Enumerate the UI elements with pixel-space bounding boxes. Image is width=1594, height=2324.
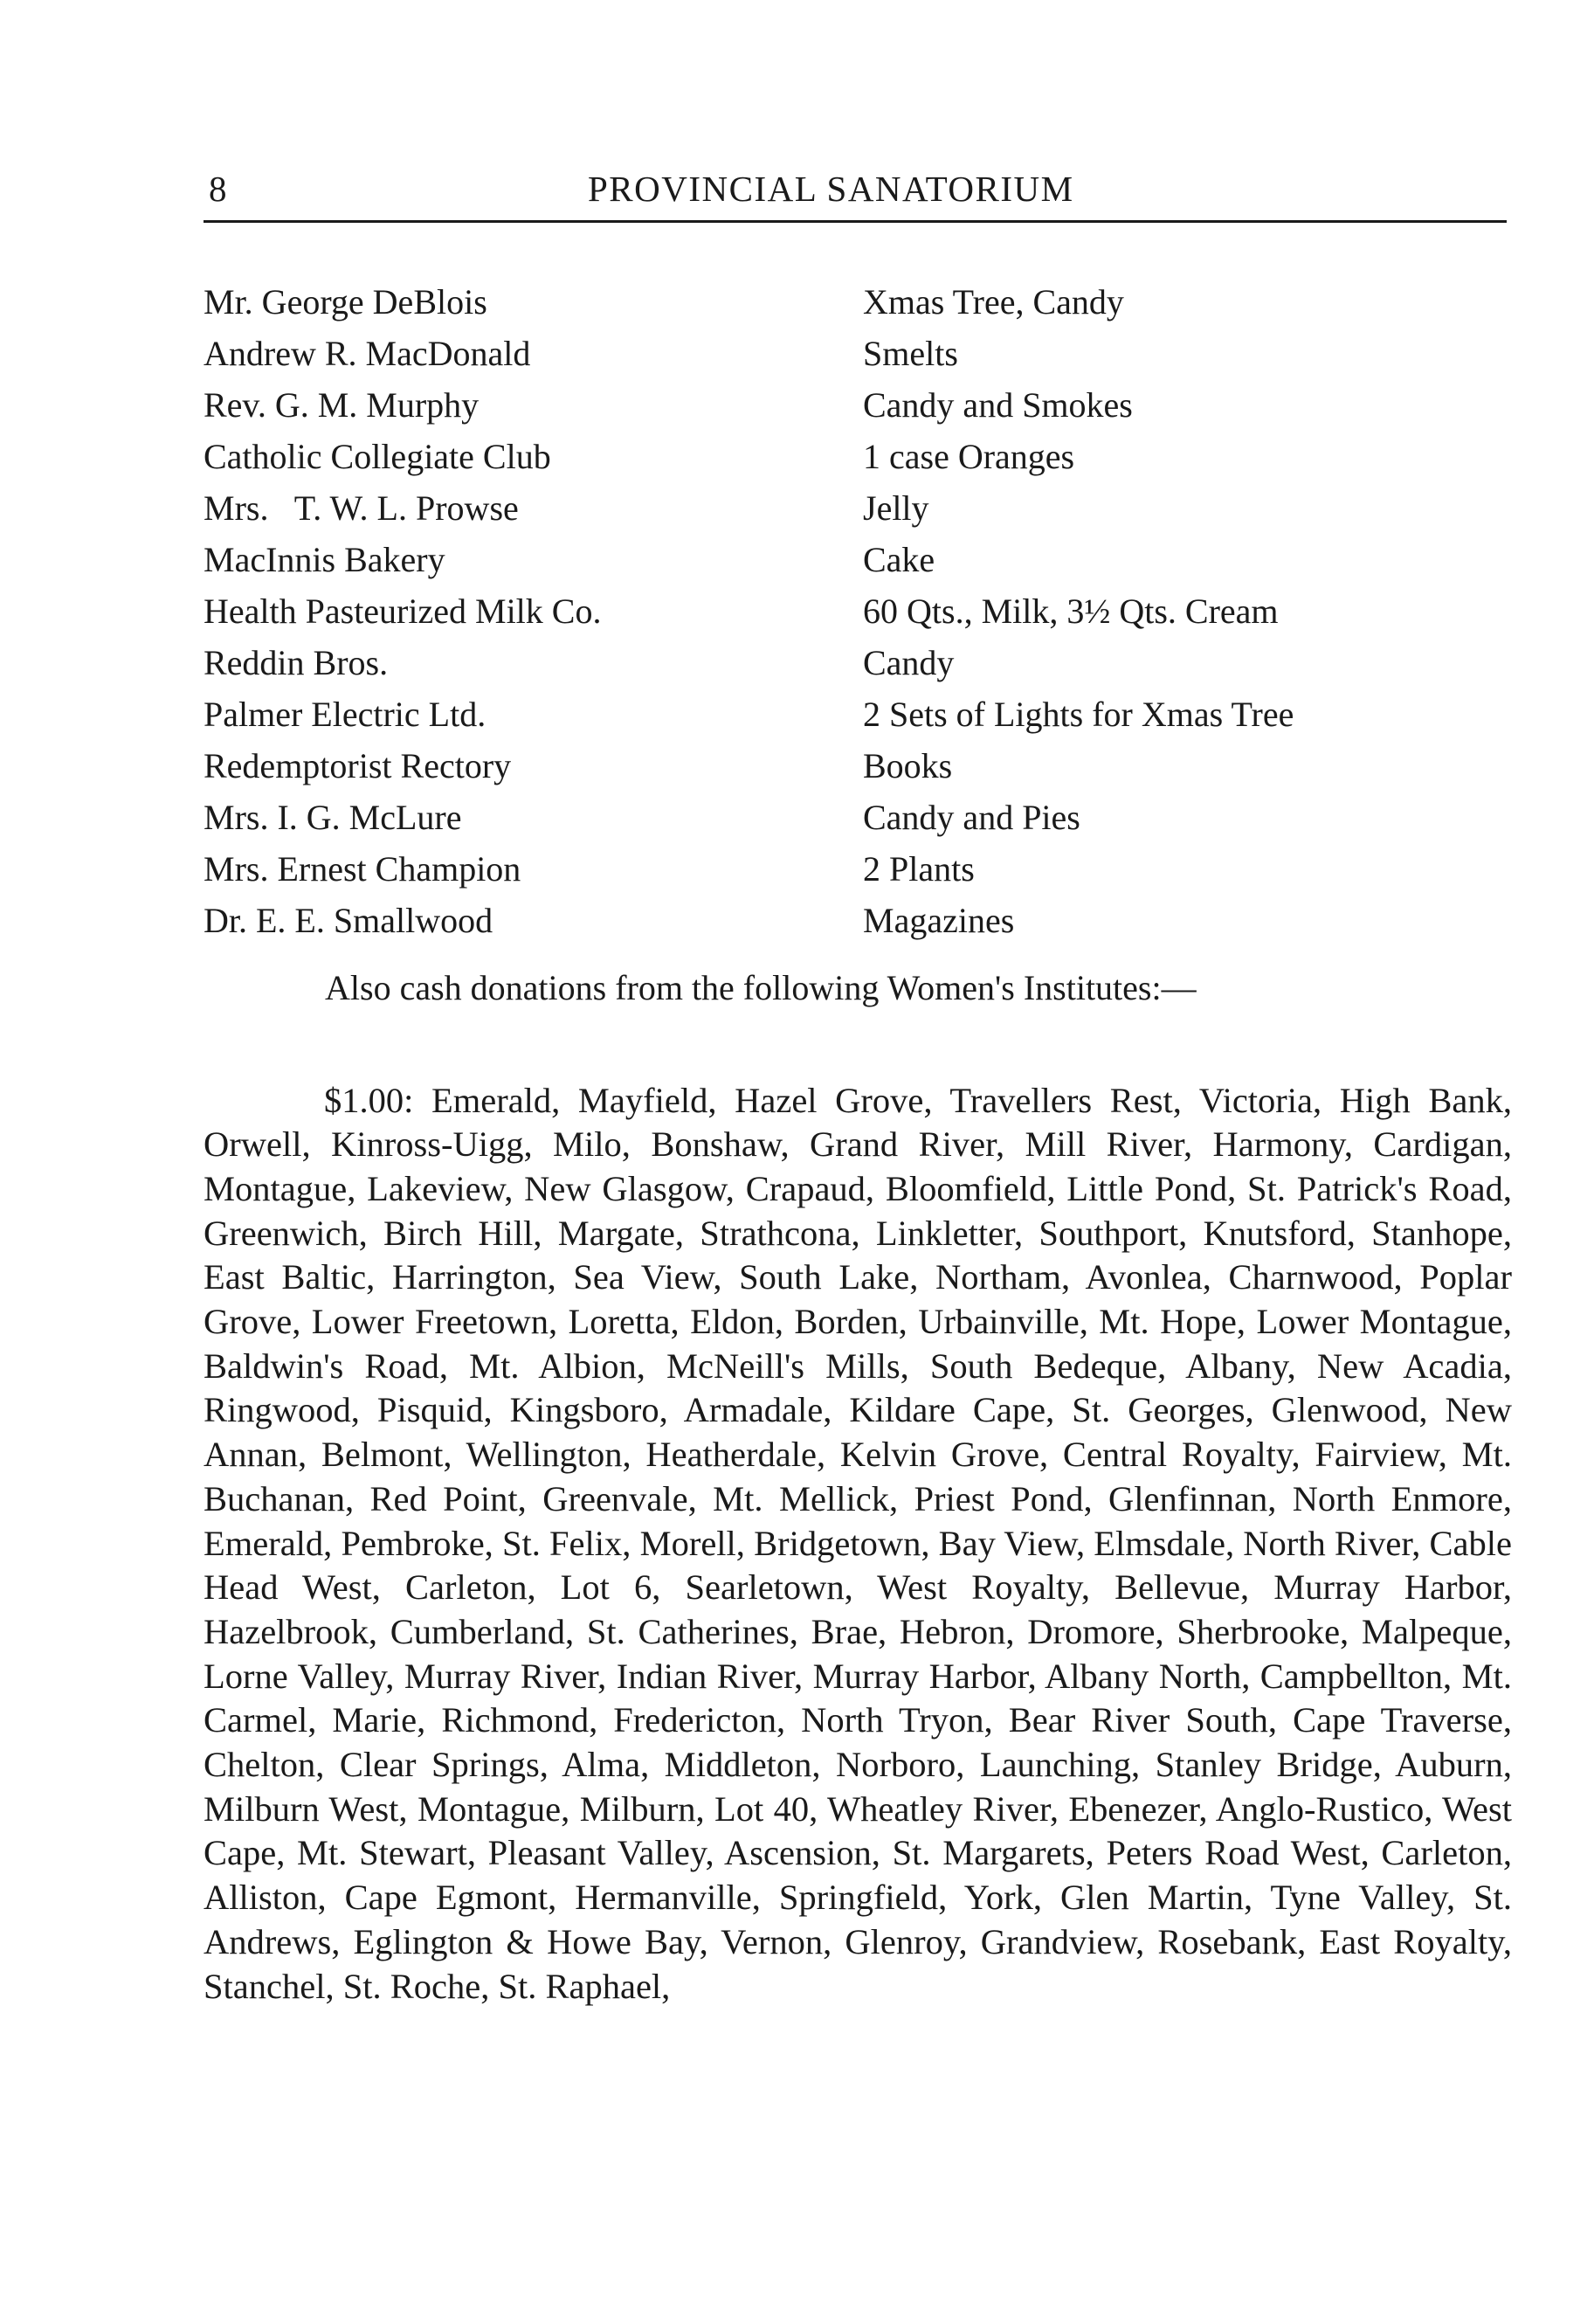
running-title: PROVINCIAL SANATORIUM (588, 169, 1074, 209)
donation-row (204, 688, 1507, 740)
donated-item: Books (863, 746, 953, 785)
cash-donations-paragraph: $1.00: Emerald, Mayfield, Hazel Grove, Travellers Rest, Victoria, High Bank, Orwell, Kinross-Uigg, Milo, Bonshaw, Grand River, Mill River, Harmony, Cardigan, Montague, Lakeview, New Glasgow, Crapaud, Bloomfield, Little Pond, St. Patrick's Road, Greenwich, Birch Hill, Margate, Strathcona, Linkletter, Southport, Knutsford, Stanhope, East Baltic, Harrington, Sea View, South Lake, Northam, Avonlea, Charnwood, Poplar Grove, Lower Freetown, Loretta, Eldon, Borden, Urbainville, Mt. Hope, Lower Montague, Baldwin's Road, Mt. Albion, McNeill's Mills, South Bedeque, Albany, New Acadia, Ringwood, Pisquid, Kingsboro, Armadale, Kildare Cape, St. Georges, Glenwood, New Annan, Belmont, Wellington, Heatherdale, Kelvin Grove, Central Royalty, Fairview, Mt. Buchanan, Red Point, Greenvale, Mt. Mellick, Priest Pond, Glenfinnan, North Enmore, Emerald, Pembroke, St. Felix, Morell, Bridgetown, Bay View, Elmsdale, North River, Cable Head West, Carleton, Lot 6, Searletown, West Royalty, Bellevue, Murray Harbor, Hazelbrook, Cumberland, St. Catherines, Brae, Hebron, Dromore, Sherbrooke, Malpeque, Lorne Valley, Murray River, Indian River, Murray Harbor, Albany North, Campbellton, Mt. Carmel, Marie, Richmond, Fredericton, North Tryon, Bear River South, Cape Traverse, Chelton, Clear Springs, Alma, Middleton, Norboro, Launching, Stanley Bridge, Auburn, Milburn West, Montague, Milburn, Lot 40, Wheatley River, Ebenezer, Anglo-Rustico, West Cape, Mt. Stewart, Pleasant Valley, Ascension, St. Margarets, Peters Road West, Carleton, Alliston, Cape Egmont, Hermanville, Springfield, York, Glen Martin, Tyne Valley, St. Andrews, Eglington & Howe Bay, Vernon, Glenroy, Grandview, Rosebank, East Royalty, Stanchel, St. Roche, St. Raphael, (204, 1080, 1512, 2006)
donated-item: Magazines (863, 901, 1015, 940)
donor-name: Mrs. Ernest Champion (204, 849, 521, 889)
donation-row (204, 431, 1507, 482)
donor-name: Palmer Electric Ltd. (204, 695, 486, 734)
donation-row (204, 328, 1507, 379)
donated-item: Candy (863, 643, 955, 682)
donation-row (204, 895, 1507, 946)
donated-item: Jelly (863, 488, 929, 528)
donor-name: Redemptorist Rectory (204, 746, 512, 785)
page-number: 8 (209, 169, 227, 209)
donation-row (204, 740, 1507, 792)
donated-item: 2 Plants (863, 849, 975, 889)
cash-donations-intro: Also cash donations from the following Women's Institutes:— (325, 968, 1197, 1007)
donation-row (204, 276, 1507, 328)
donor-name: Mrs. I. G. McLure (204, 798, 462, 837)
page-header (204, 166, 1507, 218)
donation-row (204, 637, 1507, 688)
donation-row (204, 534, 1507, 585)
donor-name: Reddin Bros. (204, 643, 389, 682)
donated-item: Xmas Tree, Candy (863, 282, 1124, 322)
donor-name: Dr. E. E. Smallwood (204, 901, 493, 940)
donated-item: Smelts (863, 334, 958, 373)
header-rule (204, 220, 1507, 223)
donation-row (204, 482, 1507, 534)
donated-item: 2 Sets of Lights for Xmas Tree (863, 695, 1294, 734)
donation-row (204, 379, 1507, 431)
donor-name: MacInnis Bakery (204, 540, 445, 579)
donor-name: Andrew R. MacDonald (204, 334, 531, 373)
donated-item: Cake (863, 540, 935, 579)
donated-item: Candy and Pies (863, 798, 1080, 837)
donor-name: Mrs. T. W. L. Prowse (204, 488, 519, 528)
donation-list (204, 276, 1507, 946)
donated-item: 60 Qts., Milk, 3½ Qts. Cream (863, 591, 1279, 631)
donor-name: Rev. G. M. Murphy (204, 385, 480, 425)
donor-name: Health Pasteurized Milk Co. (204, 591, 602, 631)
donation-row (204, 792, 1507, 843)
donor-name: Mr. George DeBlois (204, 282, 487, 322)
donated-item: 1 case Oranges (863, 437, 1075, 476)
donated-item: Candy and Smokes (863, 385, 1133, 425)
donor-name: Catholic Collegiate Club (204, 437, 551, 476)
donation-row (204, 843, 1507, 895)
donation-row (204, 585, 1507, 637)
